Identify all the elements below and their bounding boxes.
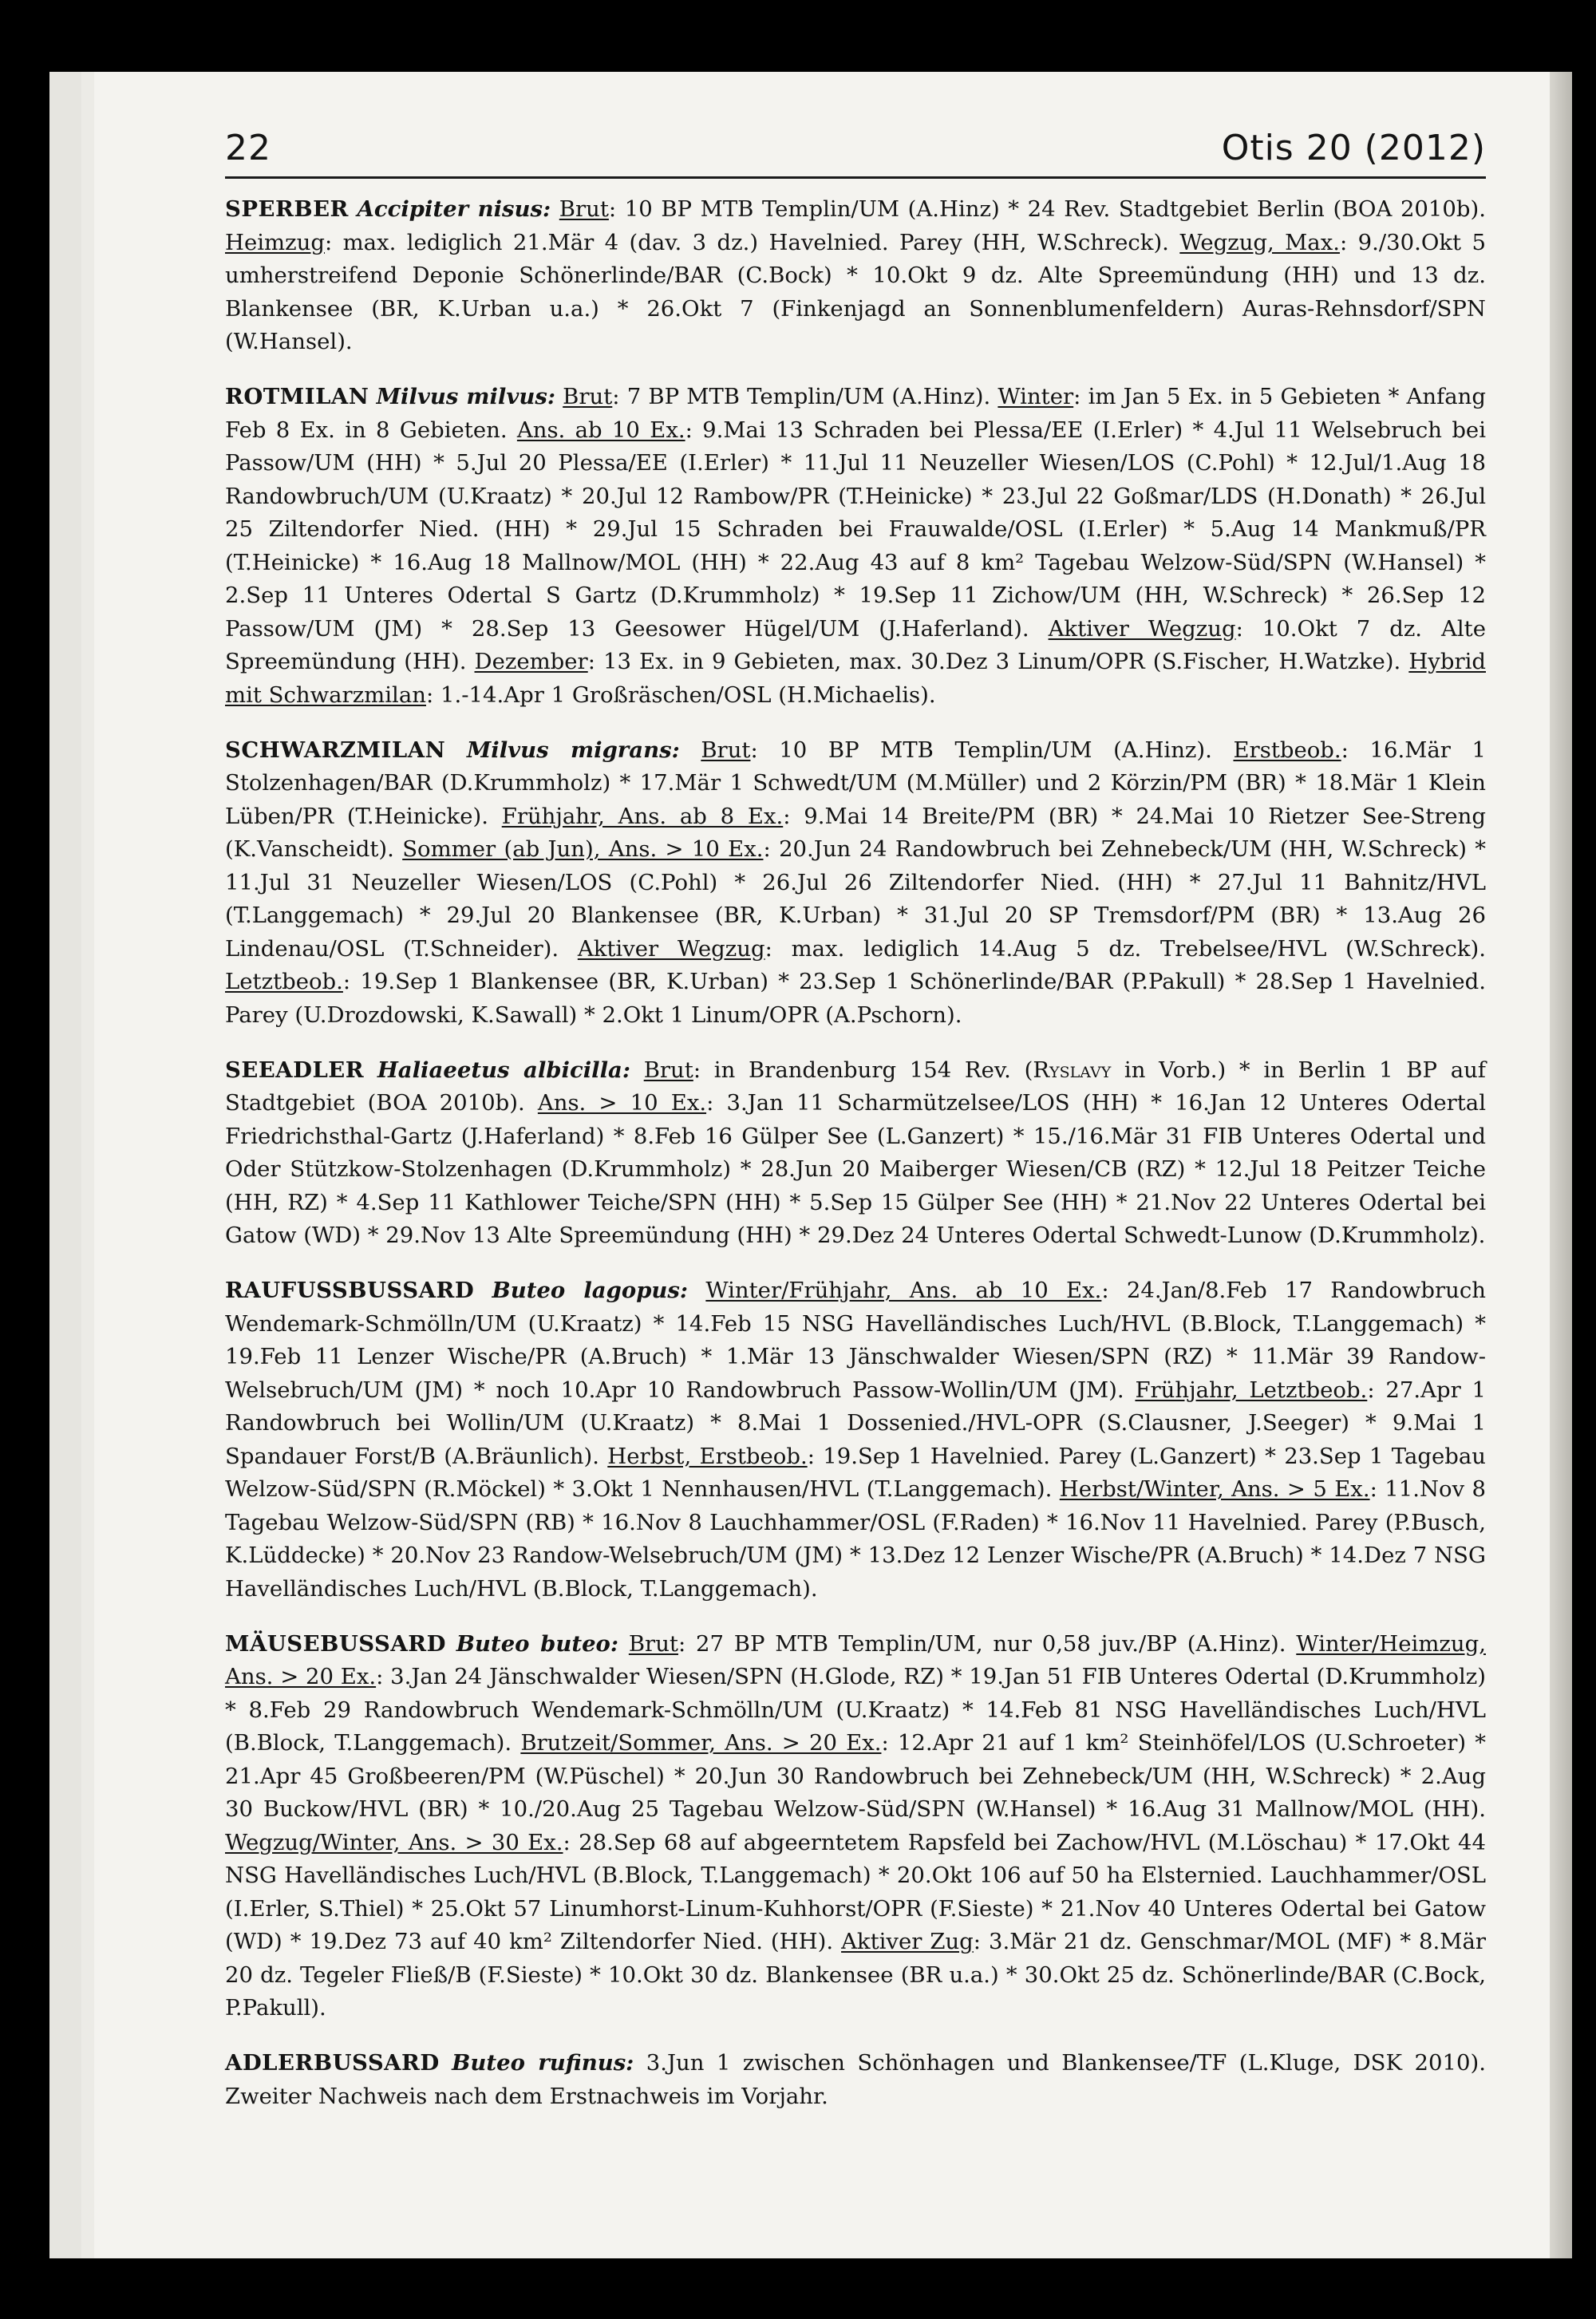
section-label: Dezember bbox=[474, 649, 588, 674]
observation-text: : 10.Okt 7 dz. Alte Spreemündung (HH). bbox=[225, 615, 1486, 674]
section-label: Herbst, Erstbeob. bbox=[607, 1443, 808, 1469]
observation-text: : 1.-14.Apr 1 Großräschen/OSL (H.Michaelis). bbox=[425, 681, 936, 708]
page-content bbox=[225, 128, 1486, 2135]
observation-text: : 7 BP MTB Templin/UM (A.Hinz). bbox=[612, 384, 998, 409]
observation-text: : 28.Sep 68 auf abgeerntetem Rapsfeld bei Zachow/HVL (M.Löschau) * 17.Okt 44 NSG Havelländisches Luch/HVL (B.Block, T.Langgemach) * 20.Okt 106 auf 50 ha Elsternied. Lauchhammer/OSL (I.Erler, S.Thiel) * 25.Okt 57 Linumhorst-Linum-Kuhhorst/OPR (F.Sieste) * 21.Nov 40 Unteres Odertal bei Gatow (WD) * 19.Dez 73 auf 40 km² Ziltendorfer Nied. (HH). bbox=[225, 1829, 1486, 1954]
section-label: Hybrid mit Schwarzmilan bbox=[225, 649, 1486, 708]
section-label: Sommer (ab Jun), Ans. > 10 Ex. bbox=[402, 836, 764, 862]
species-entry bbox=[225, 734, 1486, 1033]
section-label: Letztbeob. bbox=[225, 969, 343, 994]
section-label: Heimzug bbox=[225, 229, 325, 255]
observation-text: : 20.Jun 24 Randowbruch bei Zehnebeck/UM (HH, W.Schreck) * 11.Jul 31 Neuzeller Wiesen/LOS (C.Pohl) * 26.Jul 26 Ziltendorfer Nied. (HH) * 27.Jul 11 Bahnitz/HVL (T.Langgemach) * 29.Jul 20 Blankensee (BR, K.Urban) * 31.Jul 20 SP Tremsdorf/PM (BR) * 13.Aug 26 Lindenau/OSL (T.Schneider). bbox=[225, 836, 1486, 962]
observation-text: : 27.Apr 1 Randowbruch bei Wollin/UM (U.Kraatz) * 8.Mai 1 Dossenied./HVL-OPR (S.Clausner, J.Seeger) * 9.Mai 1 Spandauer Forst/B (A.Bräunlich). bbox=[225, 1377, 1487, 1469]
observation-text: : 3.Mär 21 dz. Genschmar/MOL (MF) * 8.Mär 20 dz. Tegeler Fließ/B (F.Sieste) * 10.Okt 30 dz. Blankensee (BR u.a.) * 30.Okt 25 dz. Schönerlinde/BAR (C.Bock, P.Pakull). bbox=[225, 1929, 1486, 2021]
section-label: Aktiver Wegzug bbox=[577, 935, 765, 962]
observation-text: : 9./30.Okt 5 umherstreifend Deponie Schönerlinde/BAR (C.Bock) * 10.Okt 9 dz. Alte Spreemündung (HH) und 13 dz. Blankensee (BR, K.Urban u.a.) * 26.Okt 7 (Finkenjagd an Sonnenblumenfeldern) Auras-Rehnsdorf/SPN (W.Hansel). bbox=[225, 229, 1486, 354]
species-entry bbox=[225, 1628, 1486, 2025]
species-name: SEEADLER bbox=[225, 1057, 365, 1083]
section-label: Erstbeob. bbox=[1233, 737, 1341, 763]
section-label: Wegzug/Winter, Ans. > 30 Ex. bbox=[225, 1829, 563, 1855]
observation-text: : 3.Jan 11 Scharmützelsee/LOS (HH) * 16.Jan 12 Unteres Odertal Friedrichsthal-Gartz (J.Haferland) * 8.Feb 16 Gülper See (L.Ganzert) * 15./16.Mär 31 FIB Unteres Odertal und Oder Stützkow-Stolzenhagen (D.Krummholz) * 28.Jun 20 Maiberger Wiesen/CB (RZ) * 12.Jul 18 Peitzer Teiche (HH, RZ) * 4.Sep 11 Kathlower Teiche/SPN (HH) * 5.Sep 15 Gülper See (HH) * 21.Nov 22 Unteres Odertal bei Gatow (WD) * 29.Nov 13 Alte Spreemündung (HH) * 29.Dez 24 Unteres Odertal Schwedt-Lunow (D.Krummholz). bbox=[225, 1090, 1486, 1248]
species-latin-name: Buteo buteo: bbox=[456, 1630, 619, 1657]
observation-text: : 24.Jan/8.Feb 17 Randowbruch Wendemark-Schmölln/UM (U.Kraatz) * 14.Feb 15 NSG Havelländisches Luch/HVL (B.Block, T.Langgemach) * 19.Feb 11 Lenzer Wische/PR (A.Bruch) * 1.Mär 13 Jänschwalder Wiesen/SPN (RZ) * 11.Mär 39 Randow-Welsebruch/UM (JM) * noch 10.Apr 10 Randowbruch Passow-Wollin/UM (JM). bbox=[225, 1278, 1486, 1403]
section-label: Herbst/Winter, Ans. > 5 Ex. bbox=[1059, 1476, 1370, 1502]
species-latin-name: Milvus milvus: bbox=[376, 384, 555, 409]
binding-shadow bbox=[1550, 72, 1572, 2258]
section-label: Winter/Frühjahr, Ans. ab 10 Ex. bbox=[705, 1278, 1102, 1303]
journal-title: Otis 20 (2012) bbox=[1221, 128, 1486, 168]
species-name: ADLERBUSSARD bbox=[225, 2050, 440, 2076]
section-label: Ans. > 10 Ex. bbox=[537, 1090, 707, 1116]
species-entry bbox=[225, 1054, 1486, 1253]
page-edge-inner bbox=[81, 72, 94, 2258]
observation-text: : 19.Sep 1 Blankensee (BR, K.Urban) * 23.Sep 1 Schönerlinde/BAR (P.Pakull) * 28.Sep 1 Havelnied. Parey (U.Drozdowski, K.Sawall) * 2.Okt 1 Linum/OPR (A.Pschorn). bbox=[225, 969, 1486, 1028]
species-entries bbox=[225, 193, 1486, 2113]
observation-text: : 13 Ex. in 9 Gebieten, max. 30.Dez 3 Linum/OPR (S.Fischer, H.Watzke). bbox=[587, 649, 1409, 674]
section-label: Brutzeit/Sommer, Ans. > 20 Ex. bbox=[520, 1730, 882, 1756]
observation-text: : 27 BP MTB Templin/UM, nur 0,58 juv./BP (A.Hinz). bbox=[678, 1630, 1297, 1657]
observation-text: : 9.Mai 14 Breite/PM (BR) * 24.Mai 10 Rietzer See-Streng (K.Vanscheidt). bbox=[225, 803, 1486, 862]
species-name: SPERBER bbox=[225, 196, 349, 222]
section-label: Winter bbox=[998, 384, 1074, 409]
observation-text: : 12.Apr 21 auf 1 km² Steinhöfel/LOS (U.Schroeter) * 21.Apr 45 Großbeeren/PM (W.Püschel) * 20.Jun 30 Randowbruch bei Zehnebeck/UM (HH, W.Schreck) * 2.Aug 30 Buckow/HVL (BR) * 10./20.Aug 25 Tagebau Welzow-Süd/SPN (W.Hansel) * 16.Aug 31 Mallnow/MOL (HH). bbox=[225, 1730, 1486, 1822]
species-entry bbox=[225, 381, 1486, 712]
species-name: RAUFUSSBUSSARD bbox=[225, 1278, 475, 1303]
observation-text: : 10 BP MTB Templin/UM (A.Hinz) * 24 Rev. Stadtgebiet Berlin (BOA 2010b). bbox=[608, 196, 1486, 222]
section-label: Ans. ab 10 Ex. bbox=[516, 417, 685, 443]
section-label: Frühjahr, Letztbeob. bbox=[1135, 1377, 1368, 1403]
species-name: ROTMILAN bbox=[225, 384, 369, 409]
observation-text: : 9.Mai 13 Schraden bei Plessa/EE (I.Erler) * 4.Jul 11 Welsebruch bei Passow/UM (HH) * 5.Jul 20 Plessa/EE (I.Erler) * 11.Jul 11 Neuzeller Wiesen/LOS (C.Pohl) * 12.Jul/1.Aug 18 Randowbruch/UM (U.Kraatz) * 20.Jul 12 Rambow/PR (T.Heinicke) * 23.Jul 22 Goßmar/LDS (H.Donath) * 26.Jul 25 Ziltendorfer Nied. (HH) * 29.Jul 15 Schraden bei Frauwalde/OSL (I.Erler) * 5.Aug 14 Mankmuß/PR (T.Heinicke) * 16.Aug 18 Mallnow/MOL (HH) * 22.Aug 43 auf 8 km² Tagebau Welzow-Süd/SPN (W.Hansel) * 2.Sep 11 Unteres Odertal S Gartz (D.Krummholz) * 19.Sep 11 Zichow/UM (HH, W.Schreck) * 26.Sep 12 Passow/UM (JM) * 28.Sep 13 Geesower Hügel/UM (J.Haferland). bbox=[225, 417, 1487, 642]
observation-text: : 11.Nov 8 Tagebau Welzow-Süd/SPN (RB) * 16.Nov 8 Lauchhammer/OSL (F.Raden) * 16.Nov 11 Havelnied. Parey (P.Busch, K.Lüddecke) * 20.Nov 23 Randow-Welsebruch/UM (JM) * 13.Dez 12 Lenzer Wische/PR (A.Bruch) * 14.Dez 7 NSG Havelländisches Luch/HVL (B.Block, T.Langgemach). bbox=[225, 1476, 1487, 1602]
page-number: 22 bbox=[225, 128, 271, 168]
species-latin-name: Haliaeetus albicilla: bbox=[377, 1057, 631, 1083]
species-latin-name: Buteo lagopus: bbox=[492, 1278, 689, 1303]
observation-text: : in Brandenburg 154 Rev. ( bbox=[693, 1057, 1033, 1083]
species-latin-name: Accipiter nisus: bbox=[357, 196, 551, 222]
section-label: Wegzug, Max. bbox=[1179, 229, 1340, 255]
section-label: Aktiver Wegzug bbox=[1048, 615, 1236, 642]
page-edge bbox=[49, 72, 81, 2258]
observation-text: : max. lediglich 21.Mär 4 (dav. 3 dz.) Havelnied. Parey (HH, W.Schreck). bbox=[324, 229, 1180, 255]
section-label: Brut bbox=[643, 1057, 693, 1083]
observation-text: : 10 BP MTB Templin/UM (A.Hinz). bbox=[750, 737, 1234, 763]
section-label: Winter/Heimzug, Ans. > 20 Ex. bbox=[225, 1630, 1486, 1689]
species-name: SCHWARZMILAN bbox=[225, 737, 446, 763]
section-label: Aktiver Zug bbox=[841, 1929, 974, 1954]
species-latin-name: Buteo rufinus: bbox=[452, 2050, 634, 2076]
species-latin-name: Milvus migrans: bbox=[466, 737, 680, 763]
species-entry bbox=[225, 2047, 1486, 2113]
section-label: Brut bbox=[628, 1630, 678, 1657]
section-label: Brut bbox=[559, 196, 609, 222]
section-label: Brut bbox=[701, 737, 751, 763]
observation-text: : 16.Mär 1 Stolzenhagen/BAR (D.Krummholz) * 17.Mär 1 Schwedt/UM (M.Müller) und 2 Körzin/PM (BR) * 18.Mär 1 Klein Lüben/PR (T.Heinicke). bbox=[225, 737, 1487, 829]
species-entry bbox=[225, 193, 1486, 359]
section-label: Frühjahr, Ans. ab 8 Ex. bbox=[501, 803, 784, 829]
observation-text: : 3.Jan 24 Jänschwalder Wiesen/SPN (H.Glode, RZ) * 19.Jan 51 FIB Unteres Odertal (D.Krummholz) * 8.Feb 29 Randowbruch Wendemark-Schmölln/UM (U.Kraatz) * 14.Feb 81 NSG Havelländisches Luch/HVL (B.Block, T.Langgemach). bbox=[225, 1664, 1486, 1756]
observation-text: in Vorb.) * in Berlin 1 BP auf Stadtgebiet (BOA 2010b). bbox=[225, 1057, 1486, 1116]
species-name: MÄUSEBUSSARD bbox=[225, 1630, 446, 1657]
observation-text: : 19.Sep 1 Havelnied. Parey (L.Ganzert) * 23.Sep 1 Tagebau Welzow-Süd/SPN (R.Möckel) * 3.Okt 1 Nennhausen/HVL (T.Langgemach). bbox=[225, 1443, 1486, 1502]
species-entry bbox=[225, 1274, 1486, 1606]
observation-text: : max. lediglich 14.Aug 5 dz. Trebelsee/HVL (W.Schreck). bbox=[764, 935, 1486, 962]
running-header bbox=[225, 128, 1486, 179]
section-label: Brut bbox=[563, 384, 613, 409]
observation-text: 3.Jun 1 zwischen Schönhagen und Blankensee/TF (L.Kluge, DSK 2010). Zweiter Nachweis nach dem Erstnachweis im Vorjahr. bbox=[225, 2050, 1486, 2109]
observation-text: : im Jan 5 Ex. in 5 Gebieten * Anfang Feb 8 Ex. in 8 Gebieten. bbox=[225, 384, 1486, 443]
author-name: Ryslavy bbox=[1033, 1057, 1112, 1083]
